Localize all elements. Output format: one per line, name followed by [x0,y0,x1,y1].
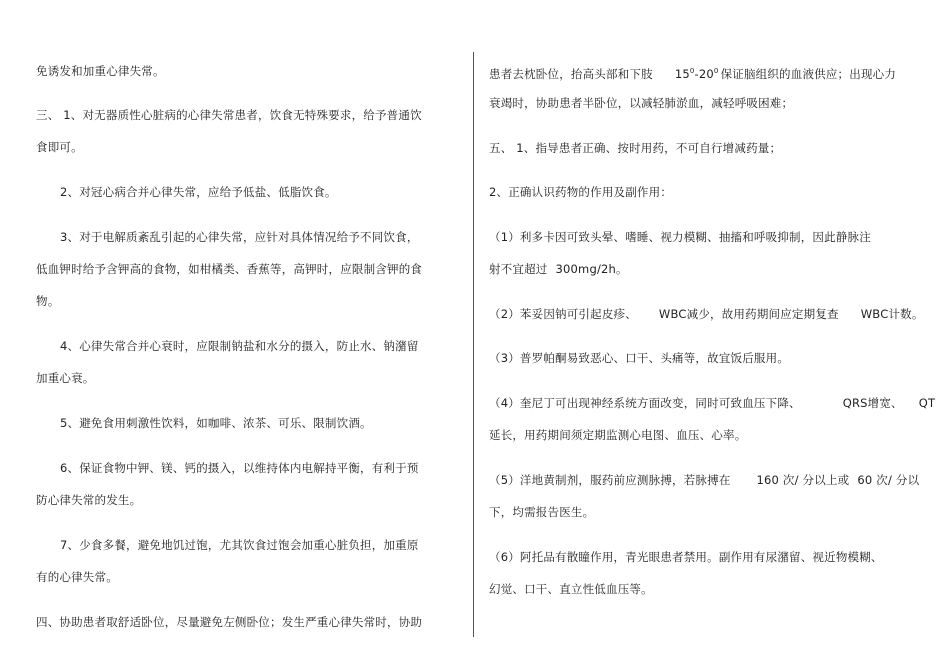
text-line: 幻觉、口干、直立性低血压等。 [489,582,653,596]
text-line: 免诱发和加重心律失常。 [36,64,165,78]
text-line: （5）洋地黄制剂，服药前应测脉搏，若脉搏在 160 次/ 分以上或 60 次/ 分以 [489,473,920,487]
text-line: 5、避免食用刺激性饮料，如咖啡、浓茶、可乐、限制饮酒。 [60,416,372,430]
text-line: （3）普罗帕酮易致恶心、口干、头痛等，故宜饭后服用。 [489,351,790,365]
text-line: 6、保证食物中钾、镁、钙的摄入，以维持体内电解持平衡，有利于预 [60,461,419,475]
text-line: 防心律失常的发生。 [36,493,142,507]
text-line: 五、 1、指导患者正确、按时用药，不可自行增减药量； [489,141,782,155]
column-divider [473,52,474,637]
text-line: （1）利多卡因可致头晕、嗜睡、视力模糊、抽搐和呼吸抑制，因此静脉注 [489,230,871,244]
text-line: 4、心律失常合并心衰时，应限制钠盐和水分的摄入，防止水、钠潴留 [60,339,419,353]
text-line: 物。 [36,294,60,308]
text-line: （6）阿托品有散瞳作用，青光眼患者禁用。副作用有尿潴留、视近物模糊、 [489,550,883,564]
text-line: 延长，用药期间须定期监测心电图、血压、心率。 [489,428,747,442]
text-line: 射不宜超过 300mg/2h。 [489,262,628,276]
text-line: （2）苯妥因钠可引起皮疹、 WBC减少，故用药期间应定期复查 WBC计数。 [489,307,924,321]
text-line: 下，均需报告医生。 [489,505,595,519]
text-line: 2、正确认识药物的作用及副作用： [489,185,673,199]
text-line: 有的心律失常。 [36,570,118,584]
text-line: 7、少食多餐，避免地饥过饱，尤其饮食过饱会加重心脏负担，加重原 [60,538,419,552]
text-line: 四、协助患者取舒适卧位，尽量避免左侧卧位；发生严重心律失常时，协助 [36,615,423,629]
text-line: （4）奎尼丁可出现神经系统方面改变，同时可致血压下降、 QRS增宽、 QT [489,396,936,410]
text-line: 三、 1、对无器质性心脏病的心律失常患者，饮食无特殊要求，给予普通饮 [36,108,422,122]
text-line: 2、对冠心病合并心律失常，应给予低盐、低脂饮食。 [60,185,337,199]
text-line: 患者去枕卧位，抬高头部和下肢 $15^0-20^0$ 保证脑组织的血液供应；出现心力 [489,67,897,81]
text-line: 加重心衰。 [36,371,95,385]
text-line: 食即可。 [36,140,83,154]
text-line: 衰竭时，协助患者半卧位，以减轻肺淤血，减轻呼吸困难； [489,96,794,110]
text-line: 低血钾时给予含钾高的食物，如柑橘类、香蕉等，高钾时，应限制含钾的食 [36,262,423,276]
text-line: 3、对于电解质紊乱引起的心律失常，应针对具体情况给予不同饮食， [60,230,419,244]
